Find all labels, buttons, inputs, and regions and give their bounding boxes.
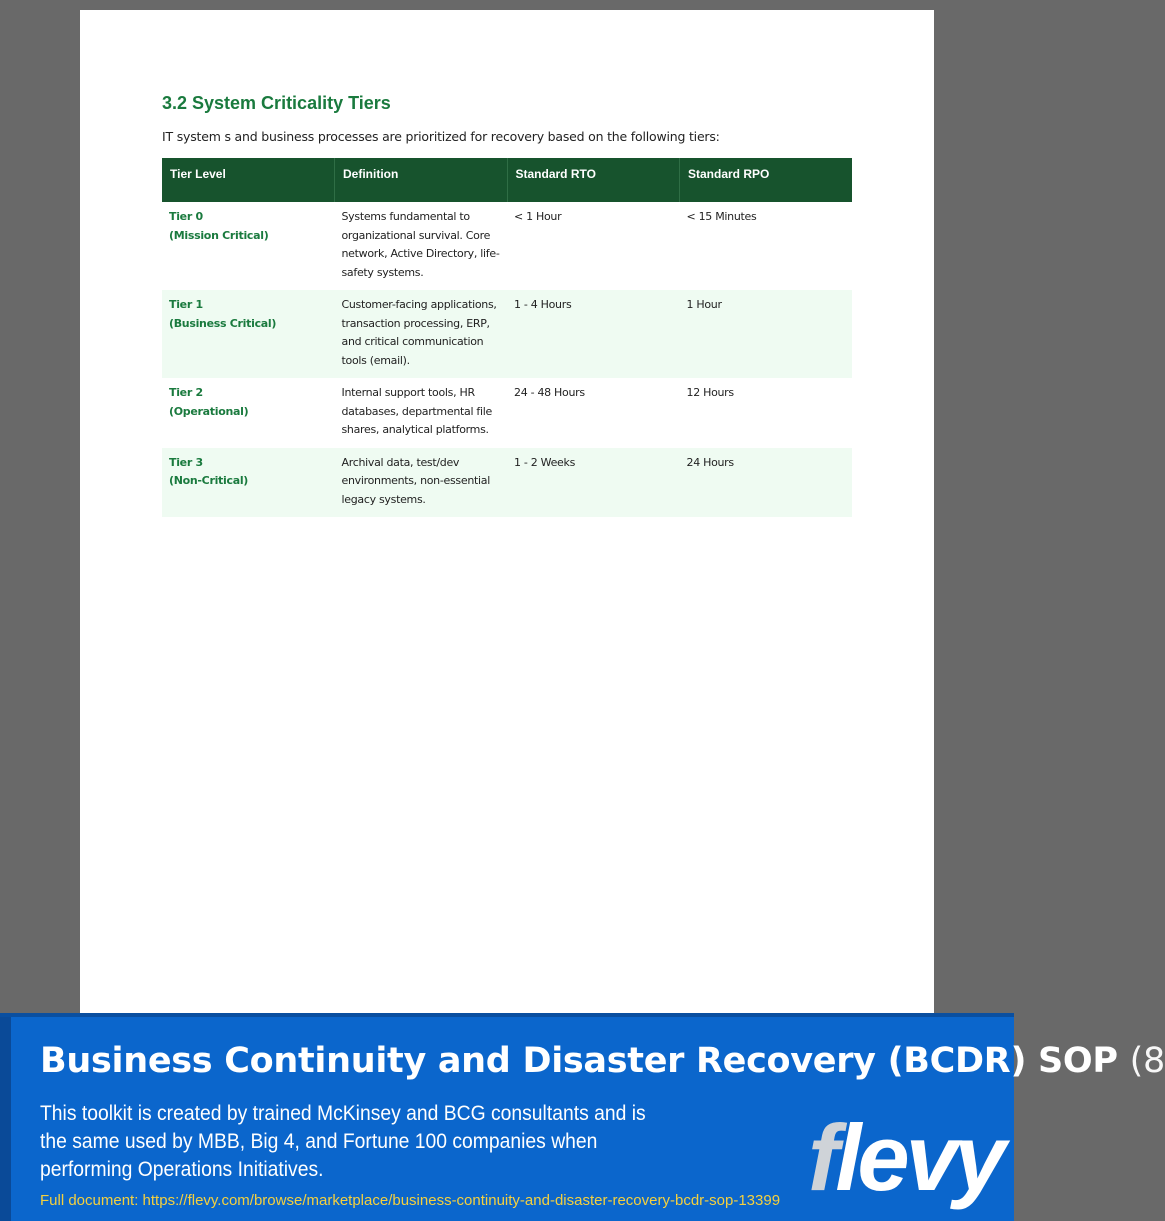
full-document-link[interactable]: Full document: https://flevy.com/browse/marketplace/business-continuity-and-disaster-recovery-bcdr-sop-13399 xyxy=(40,1192,781,1209)
banner-title xyxy=(40,1041,1165,1081)
rpo-cell: 24 Hours xyxy=(686,455,734,469)
document-page xyxy=(80,10,934,1013)
tier-category: (Operational) xyxy=(169,404,249,418)
tier-category: (Non-Critical) xyxy=(169,474,249,487)
tier-cell xyxy=(162,202,335,290)
promo-banner xyxy=(0,1013,1165,1221)
rpo-cell: 12 Hours xyxy=(686,386,734,399)
definition-cell: Internal support tools, HR databases, departmental file shares, analytical platforms. xyxy=(341,386,492,436)
tier-cell xyxy=(162,378,335,448)
tier-cell xyxy=(162,448,335,518)
table-row xyxy=(162,378,852,448)
rpo-cell: < 15 Minutes xyxy=(686,210,757,223)
definition-cell: Archival data, test/dev environments, non-essential legacy systems. xyxy=(341,455,490,506)
rto-cell: 24 - 48 Hours xyxy=(514,386,585,399)
section-title: 3.2 System Criticality Tiers xyxy=(162,93,391,113)
flevy-logo[interactable] xyxy=(808,1105,1003,1210)
table-header-row xyxy=(162,158,852,202)
rto-cell: 1 - 4 Hours xyxy=(514,298,572,311)
tier-name: Tier 3 xyxy=(169,455,203,469)
table-row xyxy=(162,290,852,378)
logo-letters: levy xyxy=(835,1105,1003,1210)
header-definition: Definition xyxy=(335,158,508,202)
intro-paragraph: IT system s and business processes are prioritized for recovery based on the following tiers: xyxy=(162,129,720,144)
table-row xyxy=(162,448,852,518)
rpo-cell: 1 Hour xyxy=(686,298,722,311)
header-standard-rpo: Standard RPO xyxy=(680,158,853,202)
definition-cell: Customer-facing applications, transaction processing, ERP, and critical communication tools (email). xyxy=(341,298,497,367)
tier-category: (Mission Critical) xyxy=(169,228,269,242)
tier-name: Tier 1 xyxy=(169,298,203,311)
rto-cell: < 1 Hour xyxy=(514,210,562,223)
banner-edge xyxy=(0,1017,11,1221)
header-standard-rto: Standard RTO xyxy=(507,158,680,202)
rto-cell: 1 - 2 Weeks xyxy=(514,455,576,469)
criticality-tiers-table xyxy=(162,158,852,517)
header-tier-level: Tier Level xyxy=(170,167,226,181)
table-row xyxy=(162,202,852,290)
tier-cell xyxy=(162,290,335,378)
tier-category: (Business Critical) xyxy=(169,316,277,330)
tier-name: Tier 0 xyxy=(169,210,203,223)
tier-name: Tier 2 xyxy=(169,386,203,399)
banner-title-text: Business Continuity and Disaster Recovery (BCDR) SOP xyxy=(40,1041,1118,1081)
banner-title-suffix: (8 xyxy=(1129,1041,1165,1081)
logo-letter-f: f xyxy=(808,1105,836,1210)
banner-description: This toolkit is created by trained McKinsey and BCG consultants and is the same used by MBB, Big 4, and Fortune 100 companies when performing Operations Initiatives. xyxy=(40,1102,646,1181)
definition-cell: Systems fundamental to organizational survival. Core network, Active Directory, life-safety systems. xyxy=(341,210,500,279)
